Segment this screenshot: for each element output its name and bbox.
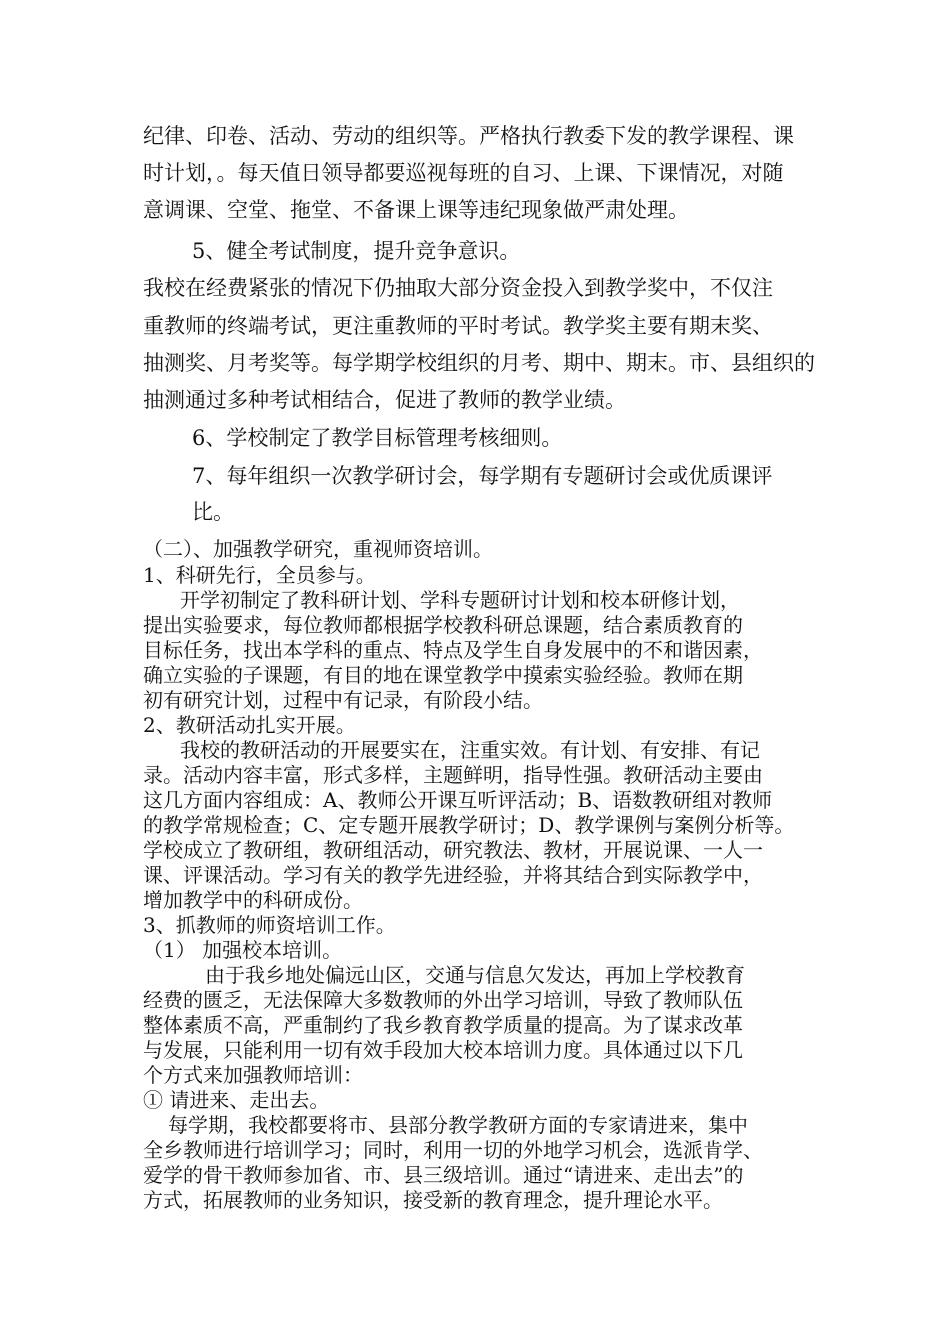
paragraph-line: 增加教学中的科研成份。 (143, 888, 363, 912)
list-item-1: ① 请进来、走出去。 (143, 1088, 330, 1112)
paragraph-line: 我校的教研活动的开展要实在，注重实效。有计划、有安排、有记 (180, 738, 760, 762)
paragraph-line: 我校在经费紧张的情况下仍抽取大部分资金投入到教学奖中，不仅注 (143, 276, 773, 300)
subheading-2: 2、教研活动扎实开展。 (143, 713, 356, 737)
paragraph-line: 由于我乡地处偏远山区，交通与信息欠发达，再加上学校教育 (205, 963, 745, 987)
paragraph-line: 的教学常规检查；C、定专题开展教学研讨；D、教学课例与案例分析等。 (143, 813, 795, 837)
paragraph-line: 课、评课活动。学习有关的教学先进经验，并将其结合到实际教学中， (143, 863, 763, 887)
paragraph-line: 与发展，只能利用一切有效手段加大校本培训力度。具体通过以下几 (143, 1038, 743, 1062)
paragraph-line: 时计划，。每天值日领导都要巡视每班的自习、上课、下课情况，对随 (143, 161, 784, 185)
paragraph-line: 学校成立了教研组，教研组活动，研究教法、教材，开展说课、一人一 (143, 838, 763, 862)
paragraph-line: 个方式来加强教师培训： (143, 1063, 363, 1087)
paragraph-line: 比。 (192, 500, 234, 524)
heading-6: 6、学校制定了教学目标管理考核细则。 (192, 426, 563, 450)
paragraph-line: 确立实验的子课题，有目的地在课堂教学中摸索实验经验。教师在期 (143, 663, 743, 687)
subheading-3-1: （1） 加强校本培训。 (143, 938, 343, 962)
paragraph-line: 抽测通过多种考试相结合，促进了教师的教学业绩。 (143, 388, 626, 412)
heading-5: 5、健全考试制度，提升竞争意识。 (192, 239, 521, 263)
paragraph-line: 提出实验要求，每位教师都根据学校教科研总课题，结合素质教育的 (143, 613, 743, 637)
paragraph-line: 抽测奖、月考奖等。每学期学校组织的月考、期中、期末。市、县组织的 (143, 351, 815, 375)
subheading-3: 3、抓教师的师资培训工作。 (143, 913, 396, 937)
paragraph-line: 方式，拓展教师的业务知识，接受新的教育理念，提升理论水平。 (143, 1188, 723, 1212)
paragraph-line: 初有研究计划，过程中有记录，有阶段小结。 (143, 688, 543, 712)
paragraph-line: 整体素质不高，严重制约了我乡教育教学质量的提高。为了谋求改革 (143, 1013, 743, 1037)
paragraph-line: 这几方面内容组成：A、教师公开课互听评活动；B、语数教研组对教师 (143, 788, 773, 812)
subheading-1: 1、科研先行，全员参与。 (143, 563, 376, 587)
section-heading: （二）、加强教学研究，重视师资培训。 (143, 537, 493, 561)
paragraph-line: 经费的匮乏，无法保障大多数教师的外出学习培训，导致了教师队伍 (143, 988, 743, 1012)
paragraph-line: 全乡教师进行培训学习；同时，利用一切的外地学习机会，选派肯学、 (143, 1138, 763, 1162)
paragraph-line: 录。活动内容丰富，形式多样，主题鲜明，指导性强。教研活动主要由 (143, 763, 763, 787)
paragraph-line: 纪律、印卷、活动、劳动的组织等。严格执行教委下发的教学课程、课 (143, 124, 794, 148)
paragraph-line: 意调课、空堂、拖堂、不备课上课等违纪现象做严肃处理。 (143, 198, 689, 222)
paragraph-line: 重教师的终端考试，更注重教师的平时考试。教学奖主要有期末奖、 (143, 314, 773, 338)
paragraph-line: 目标任务，找出本学科的重点、特点及学生自身发展中的不和谐因素， (143, 638, 763, 662)
heading-7: 7、每年组织一次教学研讨会，每学期有专题研讨会或优质课评 (192, 464, 773, 488)
paragraph-line: 每学期，我校都要将市、县部分教学教研方面的专家请进来，集中 (168, 1113, 748, 1137)
paragraph-line: 开学初制定了教科研计划、学科专题研讨计划和校本研修计划， (180, 588, 740, 612)
paragraph-line: 爱学的骨干教师参加省、市、县三级培训。通过“请进来、走出去”的 (143, 1163, 744, 1187)
